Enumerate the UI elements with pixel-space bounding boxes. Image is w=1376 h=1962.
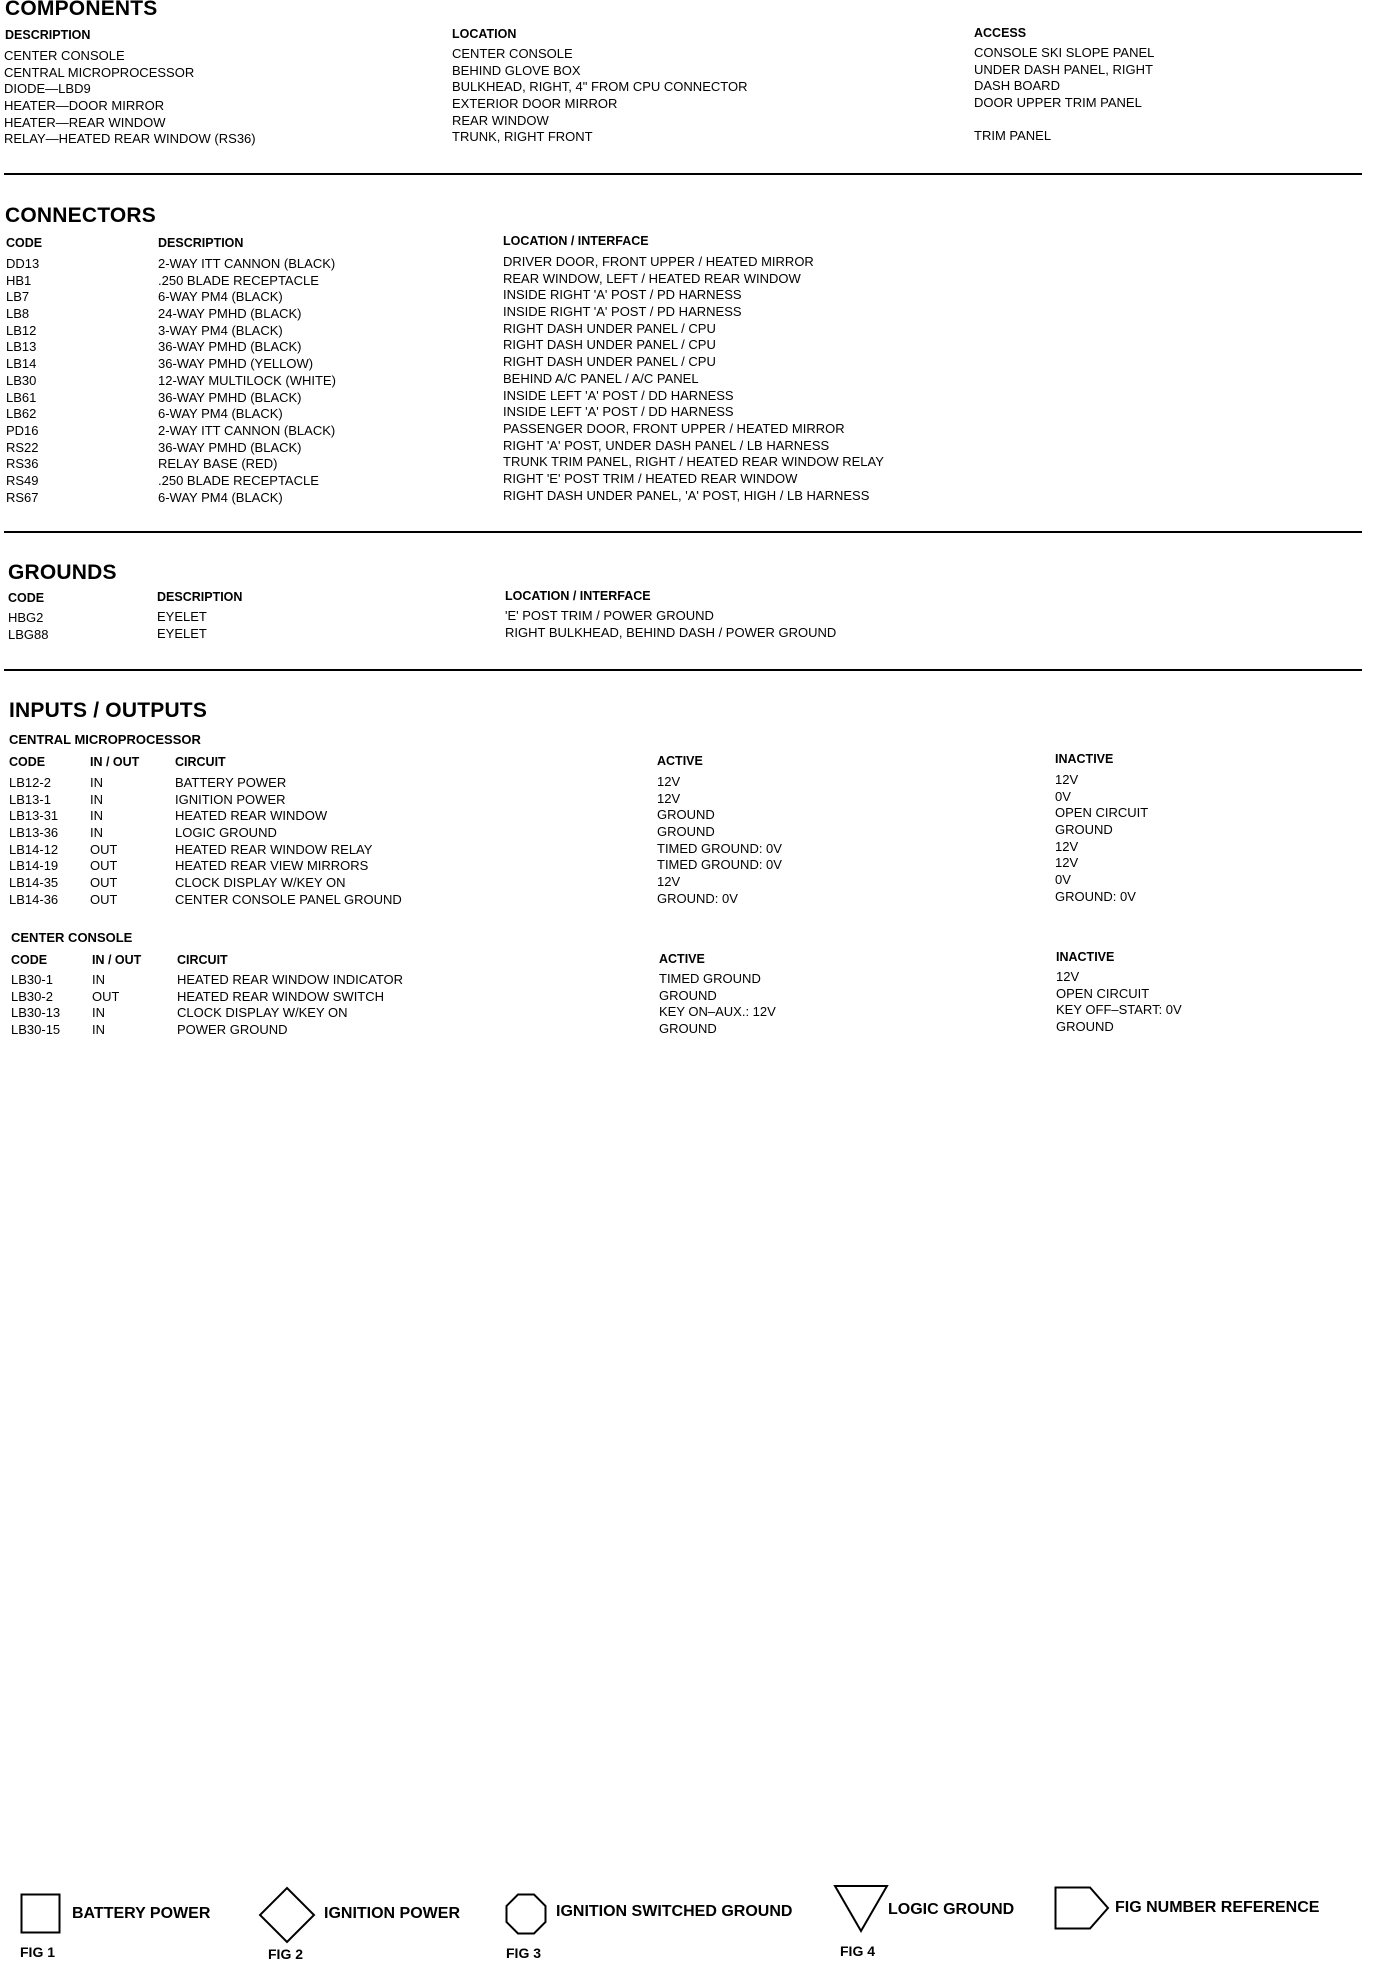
connector-description: .250 BLADE RECEPTACLE (158, 272, 319, 288)
components-title: COMPONENTS (5, 0, 158, 20)
io-inout: IN (92, 972, 105, 987)
io-code: LB14-19 (9, 858, 59, 874)
io-inactive: 12V (1055, 855, 1079, 871)
components-access (974, 112, 1154, 129)
connector-code: RS67 (6, 489, 39, 505)
connector-location: RIGHT DASH UNDER PANEL, 'A' POST, HIGH / LB HARNESS (503, 487, 870, 503)
connector-code: LB14 (6, 356, 37, 372)
io-code: LB13-36 (9, 825, 59, 841)
connector-description: 24-WAY PMHD (BLACK) (158, 306, 302, 322)
io-inactive: 0V (1055, 872, 1071, 888)
connectors-header-code: CODE (6, 236, 43, 250)
io-circuit: BATTERY POWER (175, 775, 287, 790)
components-location: EXTERIOR DOOR MIRROR (452, 96, 618, 112)
io-inactive: KEY OFF–START: 0V (1056, 1002, 1182, 1018)
io-inout: OUT (90, 858, 118, 874)
io-circuit: HEATED REAR WINDOW (175, 808, 328, 824)
components-access: CONSOLE SKI SLOPE PANEL (974, 45, 1155, 60)
io-circuit: HEATED REAR VIEW MIRRORS (175, 858, 369, 874)
legend-label-ignition-power: IGNITION POWER (324, 1905, 460, 1922)
connectors-header-location: LOCATION / INTERFACE (503, 234, 649, 248)
connector-code: RS36 (6, 456, 39, 472)
io-inactive: OPEN CIRCUIT (1055, 805, 1149, 821)
io-circuit: CLOCK DISPLAY W/KEY ON (177, 1005, 348, 1021)
components-description: CENTER CONSOLE (4, 48, 125, 63)
io-code: LB14-12 (9, 841, 59, 857)
connector-location: INSIDE RIGHT 'A' POST / PD HARNESS (503, 287, 742, 303)
io-title: INPUTS / OUTPUTS (9, 699, 208, 722)
io-group-title: CENTRAL MICROPROCESSOR (9, 732, 201, 747)
diamond-icon (258, 1886, 316, 1944)
legend-label-battery-power: BATTERY POWER (72, 1905, 211, 1922)
io-inout: IN (92, 1022, 105, 1038)
legend-fig-4: FIG 4 (840, 1943, 876, 1959)
io-code: LB14-36 (9, 891, 59, 907)
io-inout-column (92, 972, 119, 1039)
connectors-location-column (503, 254, 884, 504)
io-circuit: IGNITION POWER (175, 791, 286, 807)
io-inout: OUT (92, 988, 120, 1004)
io-header-active: ACTIVE (657, 754, 703, 768)
pentagon-arrow-icon (1054, 1886, 1110, 1930)
connectors-header-description: DESCRIPTION (158, 236, 244, 250)
components-location: CENTER CONSOLE (452, 46, 573, 61)
connector-code: PD16 (6, 422, 39, 438)
connector-location: DRIVER DOOR, FRONT UPPER / HEATED MIRROR (503, 254, 814, 269)
components-location: REAR WINDOW (452, 112, 549, 128)
io-code: LB30-2 (11, 988, 53, 1004)
connector-code: RS22 (6, 439, 39, 455)
io-active: 12V (657, 874, 681, 890)
io-inout: OUT (90, 891, 118, 907)
connector-description: 6-WAY PM4 (BLACK) (158, 289, 283, 305)
grounds-header-description: DESCRIPTION (157, 590, 243, 604)
io-inactive: GROUND: 0V (1055, 888, 1136, 904)
io-inactive: 12V (1056, 969, 1080, 984)
connector-description: 3-WAY PM4 (BLACK) (158, 322, 283, 338)
io-circuit-column (177, 972, 403, 1039)
io-inactive: GROUND (1055, 822, 1113, 838)
components-location-column (452, 46, 747, 146)
io-circuit: CENTER CONSOLE PANEL GROUND (175, 891, 402, 907)
io-active: TIMED GROUND (659, 971, 761, 986)
connector-code: LB62 (6, 406, 37, 422)
connector-description: .250 BLADE RECEPTACLE (158, 472, 319, 488)
io-code: LB30-1 (11, 972, 53, 987)
components-access: TRIM PANEL (974, 128, 1052, 144)
io-circuit: HEATED REAR WINDOW RELAY (175, 841, 373, 857)
grounds-location-column (505, 608, 836, 641)
connector-description: 6-WAY PM4 (BLACK) (158, 489, 283, 505)
grounds-description-column (157, 609, 207, 642)
connector-location: INSIDE LEFT 'A' POST / DD HARNESS (503, 387, 734, 403)
io-circuit-column (175, 775, 402, 909)
connector-code: LB13 (6, 339, 37, 355)
io-header-inout: IN / OUT (92, 953, 142, 967)
connector-description: 36-WAY PMHD (BLACK) (158, 339, 302, 355)
io-inout: IN (90, 775, 103, 790)
legend-label-ignition-switched-ground: IGNITION SWITCHED GROUND (556, 1903, 793, 1920)
io-active: GROUND (657, 807, 715, 823)
legend-label-logic-ground: LOGIC GROUND (888, 1901, 1015, 1918)
connector-description: 12-WAY MULTILOCK (WHITE) (158, 372, 336, 388)
io-header-circuit: CIRCUIT (175, 755, 226, 769)
io-header-inactive: INACTIVE (1056, 950, 1115, 964)
connector-code: LB30 (6, 372, 37, 388)
triangle-icon (833, 1884, 889, 1934)
io-code: LB30-13 (11, 1005, 61, 1021)
io-active: GROUND (659, 987, 717, 1003)
connector-code: LB7 (6, 289, 30, 305)
square-icon (20, 1893, 62, 1935)
connector-description: RELAY BASE (RED) (158, 456, 278, 472)
legend-fig-3: FIG 3 (506, 1945, 542, 1961)
components-access: DOOR UPPER TRIM PANEL (974, 95, 1142, 111)
connectors-code-column (6, 256, 39, 506)
connector-code: HB1 (6, 272, 32, 288)
connector-description: 36-WAY PMHD (BLACK) (158, 439, 302, 455)
io-circuit: CLOCK DISPLAY W/KEY ON (175, 875, 346, 891)
io-active: TIMED GROUND: 0V (657, 857, 782, 873)
connector-location: RIGHT DASH UNDER PANEL / CPU (503, 354, 716, 370)
components-header-access: ACCESS (974, 26, 1027, 40)
io-code: LB13-1 (9, 791, 51, 807)
io-code: LB12-2 (9, 775, 51, 790)
io-active: 12V (657, 774, 681, 789)
io-inactive-column (1055, 772, 1148, 906)
io-group-title: CENTER CONSOLE (11, 930, 133, 945)
io-code: LB14-35 (9, 875, 59, 891)
ground-location: 'E' POST TRIM / POWER GROUND (505, 608, 714, 623)
io-inactive: OPEN CIRCUIT (1056, 985, 1150, 1001)
connector-description: 36-WAY PMHD (YELLOW) (158, 356, 314, 372)
io-inactive: 12V (1055, 772, 1079, 787)
io-circuit: HEATED REAR WINDOW SWITCH (177, 988, 385, 1004)
octagon-icon (505, 1893, 547, 1935)
io-inout: IN (90, 825, 103, 841)
io-header-active: ACTIVE (659, 952, 705, 966)
io-active: GROUND (659, 1021, 717, 1037)
io-inactive: 0V (1055, 788, 1071, 804)
components-description: HEATER—REAR WINDOW (4, 114, 166, 130)
components-header-description: DESCRIPTION (5, 28, 91, 42)
components-description: CENTRAL MICROPROCESSOR (4, 64, 195, 80)
connectors-title: CONNECTORS (5, 204, 156, 227)
section-divider (4, 669, 1362, 671)
io-active: GROUND: 0V (657, 890, 738, 906)
io-active: GROUND (657, 824, 715, 840)
io-active-column (657, 774, 782, 908)
connector-code: LB8 (6, 306, 30, 322)
io-inout: IN (90, 808, 103, 824)
components-description-column (4, 48, 256, 148)
grounds-header-location: LOCATION / INTERFACE (505, 589, 651, 603)
io-code: LB13-31 (9, 808, 59, 824)
io-active: KEY ON–AUX.: 12V (659, 1004, 776, 1020)
connector-location: BEHIND A/C PANEL / A/C PANEL (503, 370, 699, 386)
io-active: 12V (657, 790, 681, 806)
io-inactive: 12V (1055, 838, 1079, 854)
connector-location: INSIDE RIGHT 'A' POST / PD HARNESS (503, 304, 742, 320)
components-location: BULKHEAD, RIGHT, 4" FROM CPU CONNECTOR (452, 79, 748, 95)
connector-description: 2-WAY ITT CANNON (BLACK) (158, 422, 336, 438)
ground-code: LBG88 (8, 626, 49, 642)
ground-location: RIGHT BULKHEAD, BEHIND DASH / POWER GROUND (505, 624, 837, 640)
legend-fig-1: FIG 1 (20, 1944, 56, 1960)
io-header-code: CODE (9, 755, 46, 769)
io-inout: OUT (90, 841, 118, 857)
ground-description: EYELET (157, 625, 207, 641)
io-inout-column (90, 775, 117, 909)
connector-description: 6-WAY PM4 (BLACK) (158, 406, 283, 422)
io-header-circuit: CIRCUIT (177, 953, 228, 967)
io-inout: OUT (90, 875, 118, 891)
components-description: HEATER—DOOR MIRROR (4, 98, 165, 114)
components-access-column (974, 45, 1154, 145)
io-code: LB30-15 (11, 1022, 61, 1038)
io-inout: IN (90, 791, 103, 807)
io-inactive: GROUND (1056, 1019, 1114, 1035)
components-description: RELAY—HEATED REAR WINDOW (RS36) (4, 131, 256, 147)
ground-description: EYELET (157, 609, 207, 624)
grounds-code-column (8, 610, 48, 643)
io-inactive-column (1056, 969, 1182, 1036)
io-active-column (659, 971, 776, 1038)
connector-description: 2-WAY ITT CANNON (BLACK) (158, 256, 336, 271)
components-header-location: LOCATION (452, 27, 517, 41)
connector-location: PASSENGER DOOR, FRONT UPPER / HEATED MIRROR (503, 420, 845, 436)
components-access: DASH BOARD (974, 78, 1060, 94)
connector-location: INSIDE LEFT 'A' POST / DD HARNESS (503, 404, 734, 420)
legend-fig-2: FIG 2 (268, 1946, 304, 1962)
connector-location: REAR WINDOW, LEFT / HEATED REAR WINDOW (503, 270, 801, 286)
io-active: TIMED GROUND: 0V (657, 840, 782, 856)
section-divider (4, 531, 1362, 533)
io-header-code: CODE (11, 953, 48, 967)
connector-code: RS49 (6, 472, 39, 488)
connector-code: LB61 (6, 389, 37, 405)
components-location: BEHIND GLOVE BOX (452, 62, 581, 78)
connector-location: RIGHT DASH UNDER PANEL / CPU (503, 320, 716, 336)
components-access: UNDER DASH PANEL, RIGHT (974, 61, 1153, 77)
io-code-column (11, 972, 60, 1039)
connectors-description-column (158, 256, 336, 506)
grounds-header-code: CODE (8, 591, 45, 605)
io-code-column (9, 775, 58, 909)
io-inout: IN (92, 1005, 105, 1021)
io-circuit: HEATED REAR WINDOW INDICATOR (177, 972, 404, 987)
grounds-title: GROUNDS (8, 561, 117, 584)
connector-code: LB12 (6, 322, 37, 338)
io-header-inactive: INACTIVE (1055, 752, 1114, 766)
connector-location: RIGHT DASH UNDER PANEL / CPU (503, 337, 716, 353)
io-circuit: POWER GROUND (177, 1022, 288, 1038)
components-description: DIODE—LBD9 (4, 81, 91, 97)
connector-location: RIGHT 'E' POST TRIM / HEATED REAR WINDOW (503, 470, 798, 486)
ground-code: HBG2 (8, 610, 44, 625)
connector-description: 36-WAY PMHD (BLACK) (158, 389, 302, 405)
connector-location: RIGHT 'A' POST, UNDER DASH PANEL / LB HARNESS (503, 437, 830, 453)
section-divider (4, 173, 1362, 175)
legend-label-fig-number-reference: FIG NUMBER REFERENCE (1115, 1899, 1320, 1916)
connector-code: DD13 (6, 256, 40, 271)
io-header-inout: IN / OUT (90, 755, 140, 769)
components-location: TRUNK, RIGHT FRONT (452, 129, 593, 145)
connector-location: TRUNK TRIM PANEL, RIGHT / HEATED REAR WINDOW RELAY (503, 454, 884, 470)
io-circuit: LOGIC GROUND (175, 825, 277, 841)
